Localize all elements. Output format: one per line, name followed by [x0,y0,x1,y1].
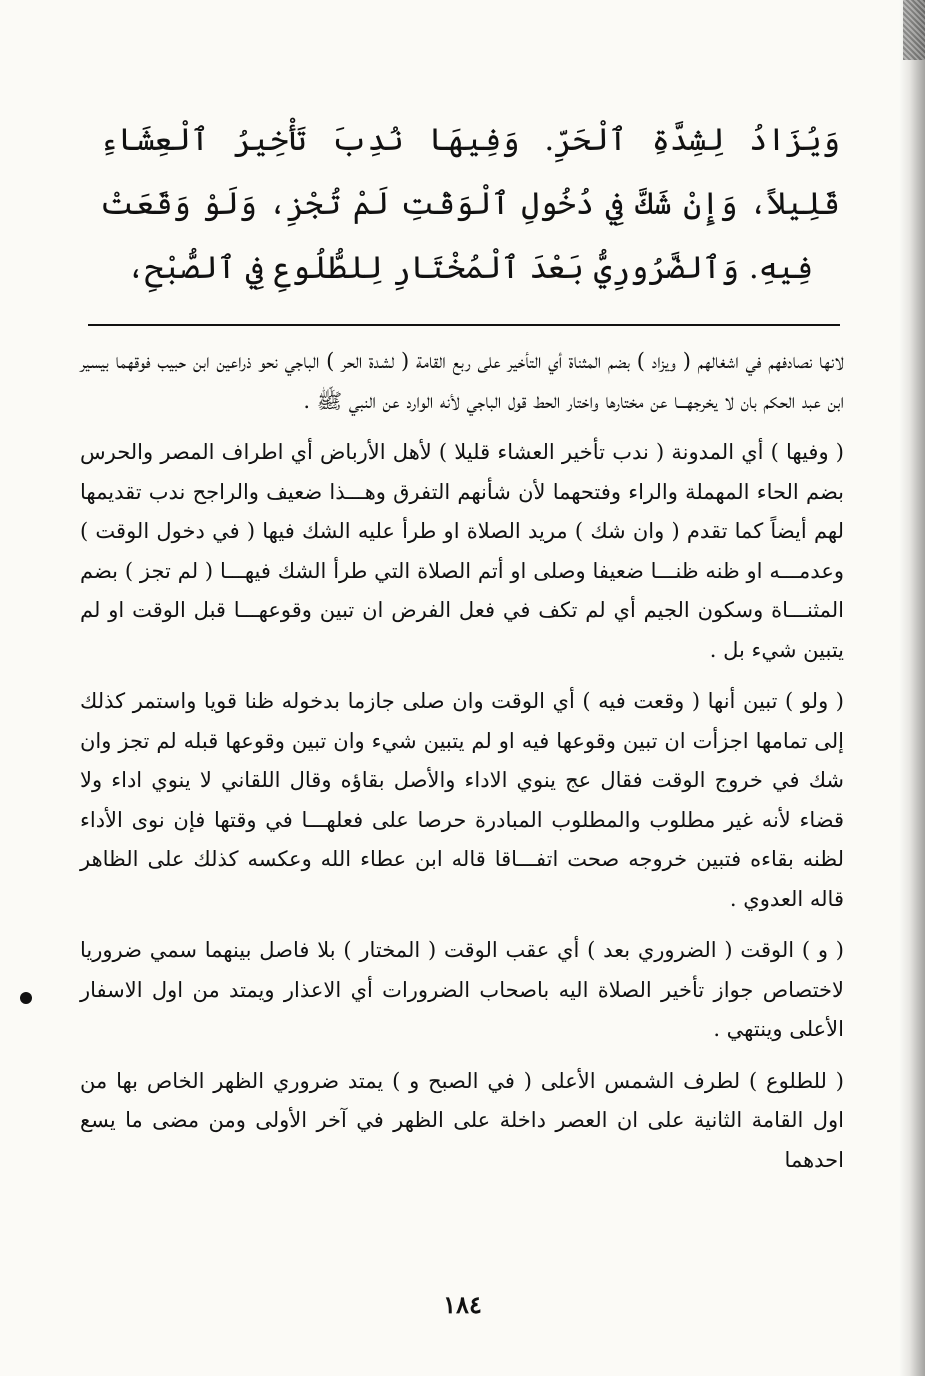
page-edge-speckle [903,0,925,60]
commentary [80,342,844,1192]
commentary-paragraph: ( للطلوع ) لطرف الشمس الأعلى ( في الصبح و ) يمتد ضروري الظهر الخاص بها من اول القامة الثانية على ان العصر داخلة على الظهر في آخر الأولى ومن مضى ما يسع احدهما [80,1068,844,1172]
commentary-paragraph: ( وفيها ) أي المدونة ( ندب تأخير العشاء قليلا ) لأهل الأرباض أي اطراف المصر والحرس بضم الحاء المهملة والراء وفتحهما لأن شأنهم التفرق وهـــذا ضعيف والراجح ندب تقديمها لهم أيضاً كما تقدم ( وان شك ) مريد الصلاة او طرأ عليه الشك فيها ( في دخول الوقت ) وعدمـــه او ظنه ظنـــا ضعيفا وصلى او أتم الصلاة التي طرأ الشك فيهـــا ( لم تجز ) بضم المثنـــاة وسكون الجيم أي لم تكف في فعل الفرض ان تبين وقوعهـــا قبل الوقت او لم يتبين شيء بل . [80,440,844,662]
page-edge-shadow [899,0,925,1376]
commentary-paragraph: لانها نصادفهم في اشغالهم ( ويزاد ) بضم المثناة أي التأخير على ربع القامة ( لشدة الحر ) الباجي نحو ذراعين ابن حبيب فوقهما بيسير ابن عبد الحكم بان لا يخرجهـــا عن مختارها واختار الحط قول الباجي لأنه الوارد عن النبي ﷺ . [80,349,844,413]
commentary-paragraph: ( ولو ) تبين أنها ( وقعت فيه ) أي الوقت وان صلى جازما بدخوله ظنا قويا واستمر كذلك إلى تمامها اجزأت ان تبين وقوعها فيه او لم يتبين شيء وان تبين وقوعها قبله لم تجز وان شك في خروج الوقت فقال عج ينوي الاداء والأصل بقاؤه وقال اللقاني لا ينوي اداء ولا قضاء لأنه غير مطلوب والمطلوب المبادرة حرصا على فعلهـــا في وقتها فإن نوى الأداء لظنه بقاءه فتبين خروجه صحت اتفـــاقا قاله ابن عطاء الله وعكسه كذلك على الظاهر قاله العدوي . [80,689,844,911]
margin-dot [20,992,32,1004]
separator-rule [88,324,840,326]
commentary-paragraph: ( و ) الوقت ( الضروري بعد ) أي عقب الوقت ( المختار ) بلا فاصل بينهما سمي ضروريا لاختصاص جواز تأخير الصلاة اليه باصحاب الضرورات أي الاعذار ويمتد من اول الاسفار الأعلى وينتهي . [80,938,844,1041]
main-text: وَيُزَادُ لِشِدَّةِ ٱلْحَرِّ. وَفِيهَا نُدِبَ تَأْخِيرُ ٱلْعِشَاءِ قَلِيلاً، وَإِنْ شَكَّ فِي دُخُولِ ٱلْوَقْتِ لَمْ تُجْزِ، وَلَوْ وَقَعَتْ فِيهِ. وَٱلضَّرُورِيُّ بَعْدَ ٱلْمُخْتَارِ لِلطُّلُوعِ فِي ٱلصُّبْحِ، [100,122,840,286]
page-number: ١٨٤ [443,1290,482,1319]
